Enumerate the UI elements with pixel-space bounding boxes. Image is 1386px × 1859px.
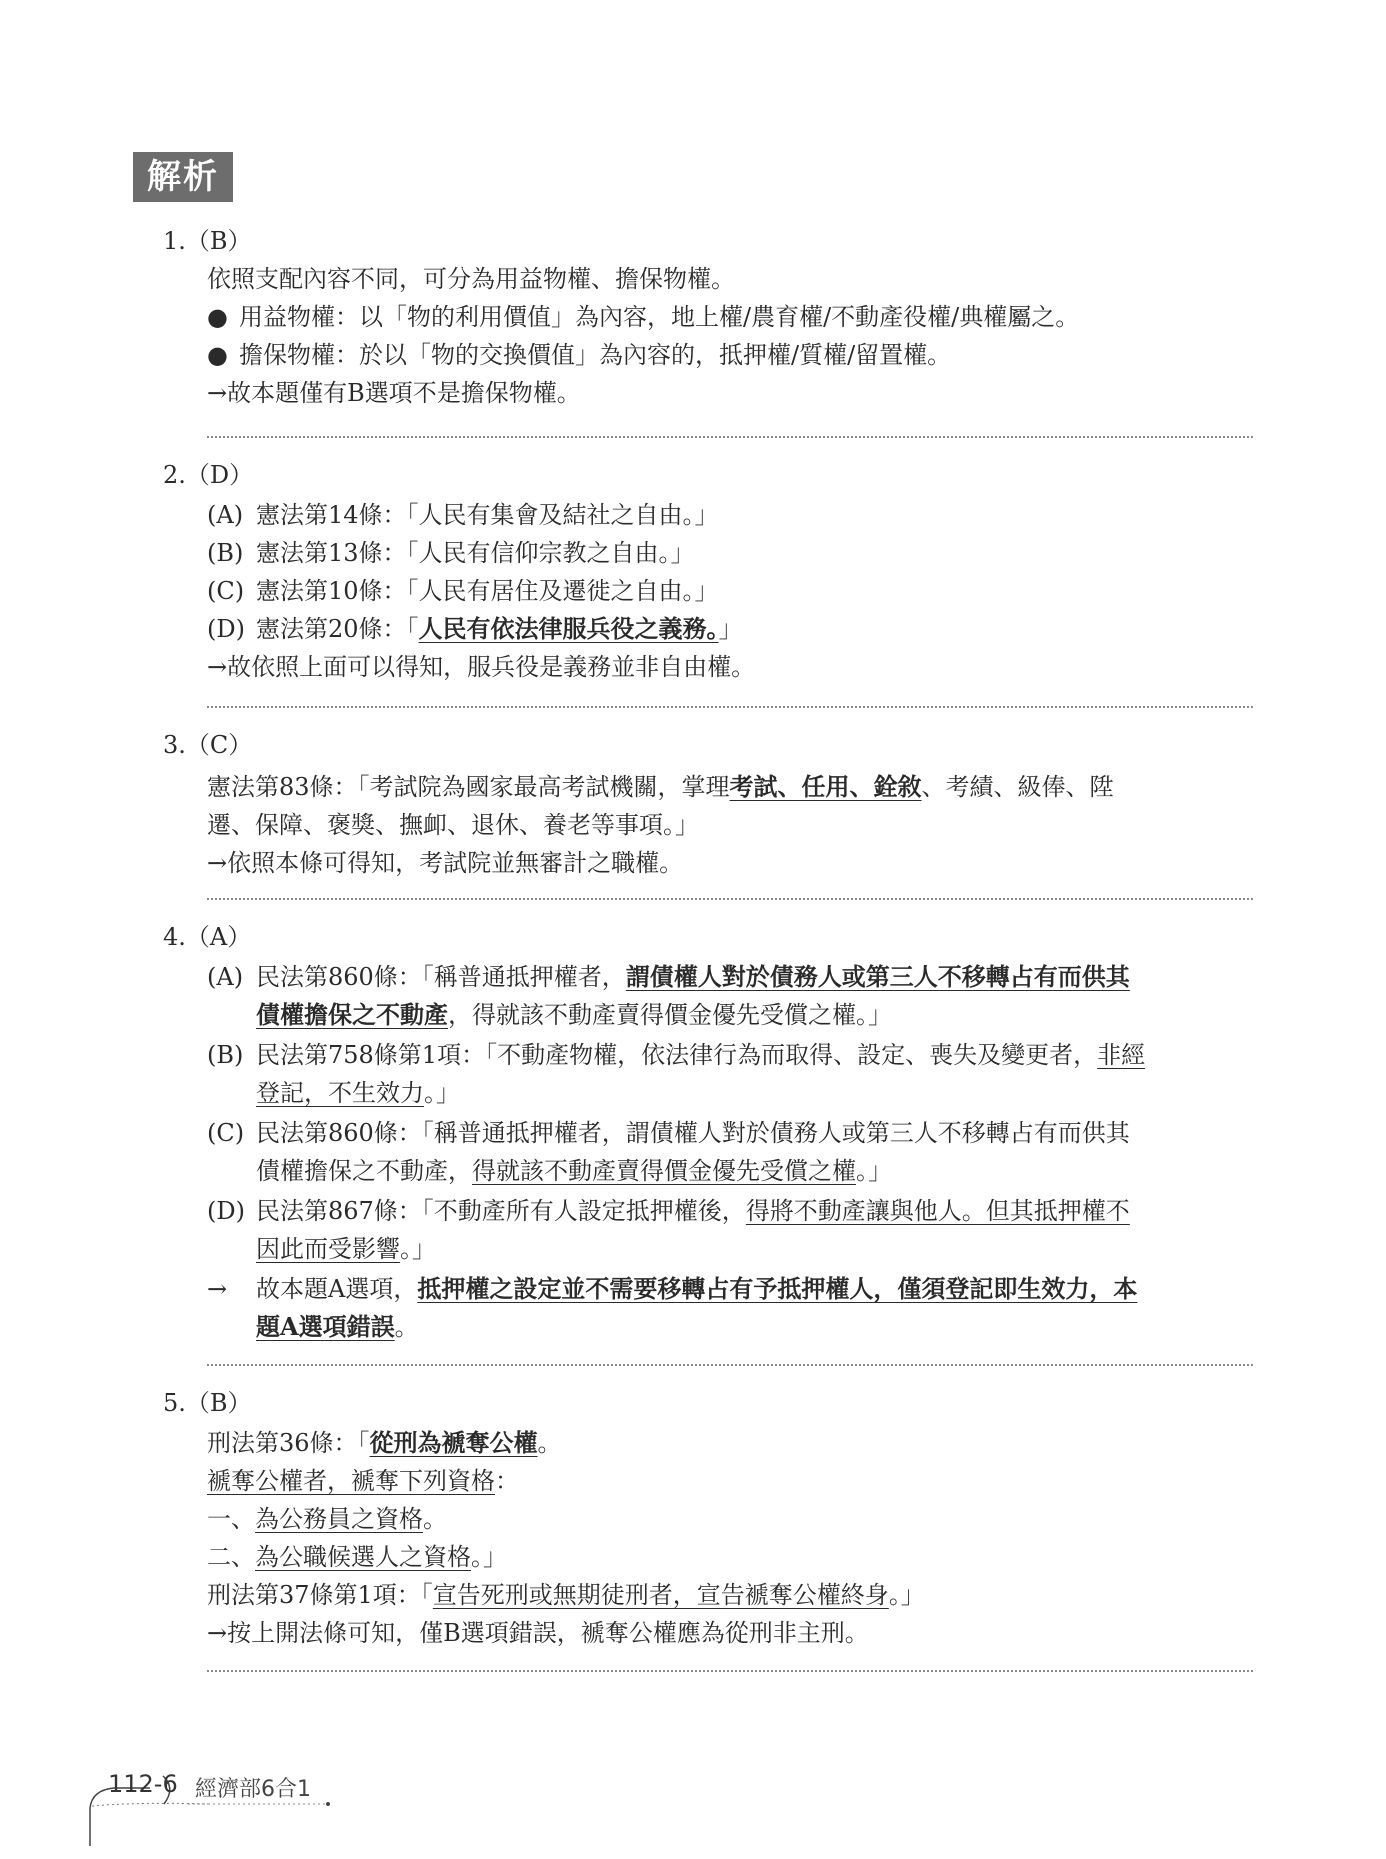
answer-text-part: 刑法第37條第1項：「 (207, 1581, 433, 1609)
underlined-text: 為公務員之資格 (255, 1505, 423, 1533)
question-number: 2.（D） (163, 461, 254, 489)
option-label: (C) (207, 577, 245, 605)
option-line (207, 1118, 1130, 1148)
option-line-cont (256, 1234, 436, 1264)
option-label: (B) (207, 539, 244, 567)
option-line (207, 500, 719, 530)
option-line (207, 1196, 1130, 1226)
answer-text (207, 1580, 925, 1610)
answer-text (207, 772, 1114, 802)
arrow-icon: → (207, 1275, 228, 1303)
conclusion-text: →故本題僅有B選項不是擔保物權。 (207, 379, 581, 407)
underlined-text: 褫奪公權者，褫奪下列資格 (207, 1467, 495, 1495)
underlined-text: 宣告死刑或無期徒刑者，宣告褫奪公權終身 (432, 1581, 889, 1609)
answer-text (207, 1428, 562, 1458)
option-text: 。」 (856, 1157, 892, 1185)
emphasis-text: 人民有依法律服兵役之義務。 (418, 614, 719, 643)
bullet-text: 用益物權：以「物的利用價值」為內容，地上權/農育權/不動產役權/典權屬之。 (239, 303, 1080, 331)
emphasis-text: 題A選項錯誤 (256, 1312, 395, 1341)
emphasis-text: 謂債權人對於債務人或第三人不移轉占有而供其 (625, 962, 1130, 991)
underlined-text: 非經 (1097, 1041, 1146, 1069)
answer-text-part: 、考績、級俸、陞 (921, 773, 1114, 801)
answer-text-part: 一、 (207, 1505, 255, 1533)
underlined-text: 登記，不生效力 (256, 1079, 424, 1107)
conclusion-text: 故本題A選項， (256, 1275, 418, 1303)
option-line (207, 614, 743, 644)
option-label: (D) (207, 615, 245, 643)
answer-text (207, 1504, 447, 1534)
section-title-badge: 解析 (133, 152, 233, 202)
option-text: 憲法第13條：「人民有信仰宗教之自由。」 (256, 539, 695, 567)
option-label: (B) (207, 1041, 244, 1069)
option-line (207, 538, 695, 568)
dotted-divider (207, 436, 1253, 438)
answer-text (207, 1466, 519, 1496)
answer-text: 遷、保障、褒獎、撫卹、退休、養老等事項。」 (207, 811, 699, 839)
option-text: ，得就該不動產賣得價金優先受償之權。」 (448, 1001, 892, 1029)
conclusion-text: 。 (394, 1313, 419, 1341)
option-text: 民法第867條：「不動產所有人設定抵押權後， (256, 1197, 746, 1225)
emphasis-text: 抵押權之設定並不需要移轉占有予抵押權人，僅須登記即生效力，本 (417, 1274, 1138, 1303)
conclusion-text: →依照本條可得知，考試院並無審計之職權。 (207, 849, 684, 877)
bullet-icon: ● (207, 341, 228, 369)
answer-text: 依照支配內容不同，可分為用益物權、擔保物權。 (207, 265, 735, 293)
conclusion-text: →按上開法條可知，僅B選項錯誤，褫奪公權應為從刑非主刑。 (207, 1619, 869, 1647)
answer-text-part: 二、 (207, 1543, 255, 1571)
question-number: 5.（B） (163, 1389, 252, 1417)
emphasis-text: 考試、任用、銓敘 (729, 772, 922, 801)
option-text: 。」 (424, 1079, 460, 1107)
underlined-text: 因此而受影響 (256, 1235, 400, 1263)
option-line (207, 1040, 1145, 1070)
option-line-cont (256, 1078, 460, 1108)
answer-text-part: 。」 (888, 1581, 925, 1609)
option-text: 憲法第14條：「人民有集會及結社之自由。」 (256, 501, 719, 529)
dotted-divider (207, 1670, 1253, 1672)
question-number: 4.（A） (163, 923, 252, 951)
option-text: 民法第758條第1項：「不動產物權，依法律行為而取得、設定、喪失及變更者， (256, 1041, 1098, 1069)
book-title: 經濟部6合1 (195, 1777, 311, 1802)
underlined-text: 得就該不動產賣得價金優先受償之權 (472, 1157, 856, 1185)
option-label: (A) (207, 501, 244, 529)
option-text: 憲法第10條：「人民有居住及遷徙之自由。」 (256, 577, 719, 605)
option-text: 民法第860條：「稱普通抵押權者， (256, 963, 626, 991)
option-line-cont (256, 1156, 892, 1186)
option-label: (D) (207, 1197, 245, 1225)
question-number: 1.（B） (163, 227, 252, 255)
option-line (207, 962, 1130, 992)
answer-text-part: 刑法第36條：「 (207, 1429, 370, 1457)
dotted-divider (207, 898, 1253, 900)
option-label: (A) (207, 963, 244, 991)
option-text: 憲法第20條：「 (256, 615, 419, 643)
page-number: 112-6 (108, 1770, 178, 1798)
dotted-divider (207, 1364, 1253, 1366)
underlined-text: 得將不動產讓與他人。但其抵押權不 (745, 1197, 1130, 1225)
answer-text-part: 。 (537, 1429, 562, 1457)
option-text: 」 (718, 615, 743, 643)
option-line-cont (256, 1000, 892, 1030)
bullet-text: 擔保物權：於以「物的交換價值」為內容的，抵押權/質權/留置權。 (239, 341, 952, 369)
bullet-item (207, 340, 951, 370)
option-line (207, 576, 719, 606)
option-label: (C) (207, 1119, 245, 1147)
question-number: 3.（C） (163, 731, 253, 759)
underlined-text: 為公職候選人之資格 (255, 1543, 471, 1571)
answer-text (207, 1542, 507, 1572)
emphasis-text: 從刑為褫奪公權 (369, 1428, 538, 1457)
answer-text-part: ： (495, 1467, 519, 1495)
answer-text-part: 。 (423, 1505, 447, 1533)
conclusion-line (207, 1274, 1137, 1304)
answer-text-part: 。」 (471, 1543, 507, 1571)
option-text: 。」 (400, 1235, 436, 1263)
dotted-divider (207, 706, 1253, 708)
bullet-item (207, 302, 1079, 332)
bullet-icon: ● (207, 303, 228, 331)
option-text: 民法第860條：「稱普通抵押權者，謂債權人對於債務人或第三人不移轉占有而供其 (256, 1119, 1130, 1147)
answer-text-part: 憲法第83條：「考試院為國家最高考試機關，掌理 (207, 773, 730, 801)
emphasis-text: 債權擔保之不動產 (256, 1000, 448, 1029)
option-text: 債權擔保之不動產， (256, 1157, 472, 1185)
conclusion-text: →故依照上面可以得知，服兵役是義務並非自由權。 (207, 653, 756, 681)
conclusion-line-cont (256, 1312, 419, 1342)
